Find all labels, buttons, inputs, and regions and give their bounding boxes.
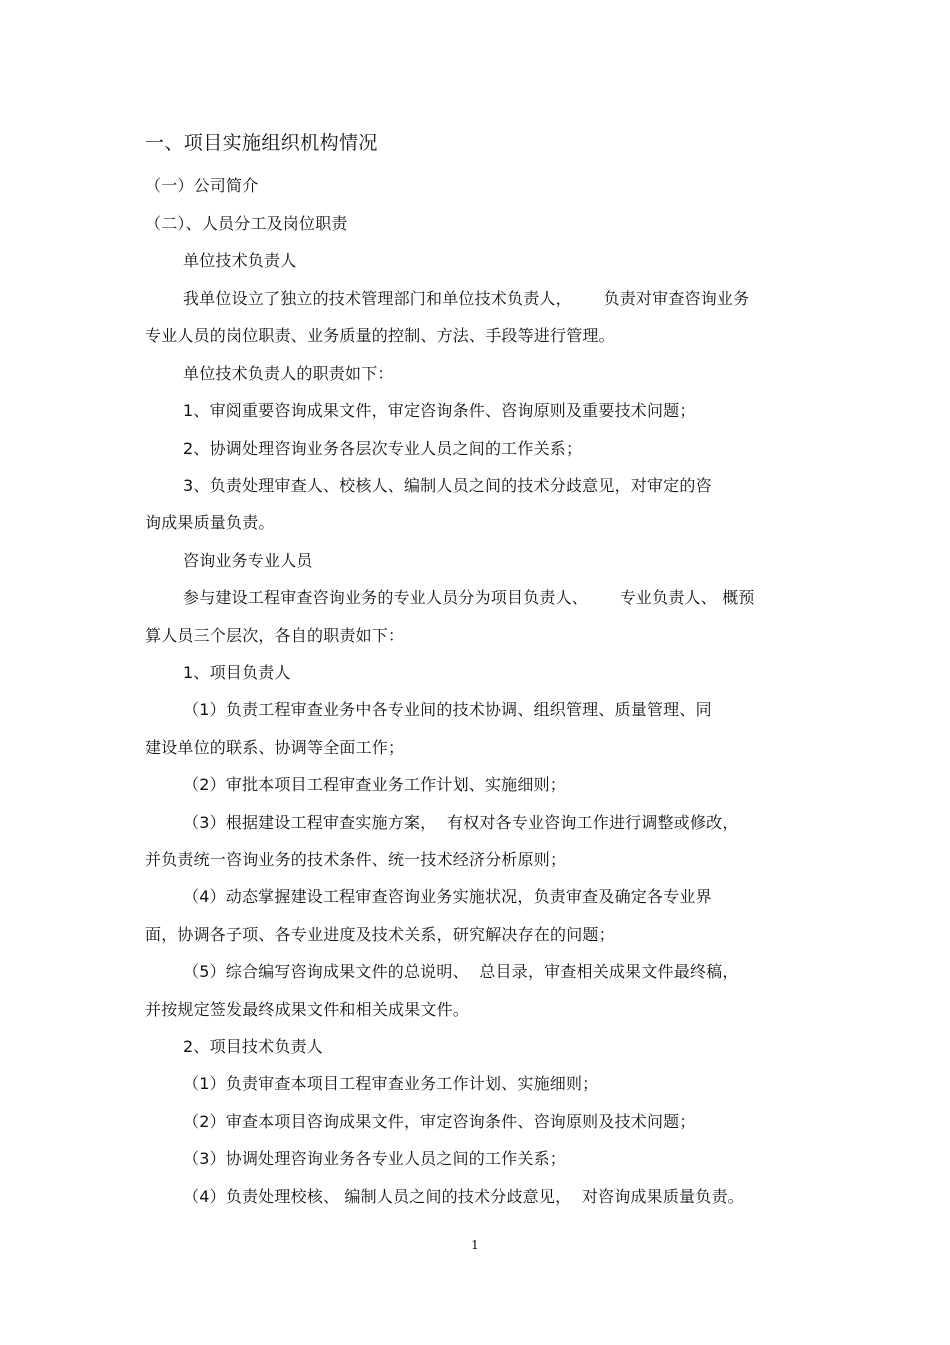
duty-item-continuation: 询成果质量负责。: [145, 513, 275, 532]
duty-item: 2、协调处理咨询业务各层次专业人员之间的工作关系；: [183, 439, 583, 458]
tech-lead-title: 2、项目技术负责人: [183, 1037, 323, 1056]
tech-lead-item: （2）审查本项目咨询成果文件，审定咨询条件、咨询原则及技术问题；: [183, 1112, 696, 1131]
paragraph-line: 算人员三个层次，各自的职责如下：: [145, 626, 405, 645]
paragraph-line: 专业人员的岗位职责、业务质量的控制、方法、手段等进行管理。: [145, 326, 615, 345]
section-heading: 一、项目实施组织机构情况: [145, 132, 378, 154]
duty-item: 1、审阅重要咨询成果文件，审定咨询条件、咨询原则及重要技术问题；: [183, 401, 696, 420]
consulting-staff-title: 咨询业务专业人员: [183, 551, 313, 570]
project-lead-item: （5）综合编写咨询成果文件的总说明、 总目录，审查相关成果文件最终稿，: [183, 962, 739, 981]
duty-intro: 单位技术负责人的职责如下：: [183, 364, 394, 383]
project-lead-item-continuation: 并按规定签发最终成果文件和相关成果文件。: [145, 1000, 470, 1019]
project-lead-title: 1、项目负责人: [183, 663, 291, 682]
subsection-company-intro: （一）公司简介: [145, 176, 259, 195]
tech-lead-item: （3）协调处理咨询业务各专业人员之间的工作关系；: [183, 1149, 566, 1168]
tech-lead-item: （4）负责处理校核、 编制人员之间的技术分歧意见， 对咨询成果质量负责。: [183, 1187, 744, 1206]
duty-item: 3、负责处理审查人、校核人、编制人员之间的技术分歧意见，对审定的咨: [183, 476, 712, 495]
project-lead-item: （3）根据建设工程审查实施方案， 有权对各专业咨询工作进行调整或修改，: [183, 813, 739, 832]
paragraph-line: 我单位设立了独立的技术管理部门和单位技术负责人， 负责对审查咨询业务: [183, 289, 750, 308]
subsection-staff-duties: （二）、人员分工及岗位职责: [145, 214, 348, 233]
project-lead-item-continuation: 面，协调各子项、各专业进度及技术关系，研究解决存在的问题；: [145, 925, 615, 944]
page-number: 1: [471, 1238, 479, 1252]
project-lead-item: （2）审批本项目工程审查业务工作计划、实施细则；: [183, 775, 566, 794]
tech-lead-item: （1）负责审查本项目工程审查业务工作计划、实施细则；: [183, 1074, 599, 1093]
unit-tech-lead-title: 单位技术负责人: [183, 251, 297, 270]
project-lead-item: （4）动态掌握建设工程审查咨询业务实施状况，负责审查及确定各专业界: [183, 887, 712, 906]
project-lead-item-continuation: 并负责统一咨询业务的技术条件、统一技术经济分析原则；: [145, 850, 567, 869]
project-lead-item-continuation: 建设单位的联系、协调等全面工作；: [145, 738, 405, 757]
paragraph-line: 参与建设工程审查咨询业务的专业人员分为项目负责人、 专业负责人、 概预: [183, 588, 755, 607]
project-lead-item: （1）负责工程审查业务中各专业间的技术协调、组织管理、质量管理、同: [183, 700, 712, 719]
